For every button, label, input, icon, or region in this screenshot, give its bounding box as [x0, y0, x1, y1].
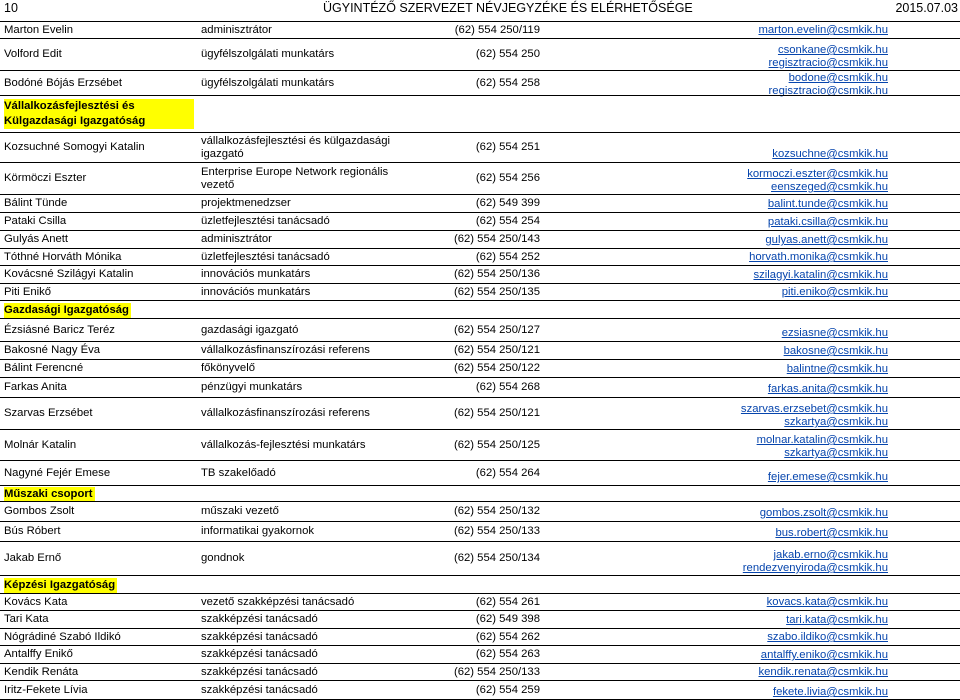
email-link[interactable]: kormoczi.eszter@csmkik.hu: [747, 168, 888, 180]
phone-number: (62) 554 250/134: [453, 552, 540, 564]
email-link[interactable]: antalffy.eniko@csmkik.hu: [760, 649, 888, 661]
email-cell: [753, 269, 888, 282]
table-row: [0, 521, 960, 541]
email-link[interactable]: szarvas.erzsebet@csmkik.hu: [740, 403, 888, 415]
email-cell: [747, 168, 888, 194]
table-row: [0, 541, 960, 575]
person-name: Kendik Renáta: [4, 666, 79, 678]
phone-number: (62) 554 250/121: [453, 344, 540, 356]
person-name: Kozsuchné Somogyi Katalin: [4, 141, 145, 153]
email-cell: [773, 686, 888, 699]
phone-number: (62) 549 399: [475, 197, 540, 209]
job-title: gazdasági igazgató: [201, 324, 299, 336]
phone-number: (62) 549 398: [475, 613, 540, 625]
email-cell: [787, 363, 888, 376]
person-name: Piti Enikő: [4, 286, 52, 298]
email-cell: [768, 383, 888, 396]
email-cell: [741, 403, 888, 429]
table-row: [0, 501, 960, 521]
phone-number: (62) 554 259: [475, 684, 540, 696]
job-title: adminisztrátor: [201, 233, 272, 245]
person-name: Molnár Katalin: [4, 439, 77, 451]
email-cell: [768, 216, 888, 229]
email-link[interactable]: farkas.anita@csmkik.hu: [767, 383, 888, 395]
email-link[interactable]: gulyas.anett@csmkik.hu: [765, 234, 888, 246]
person-name: Kovácsné Szilágyi Katalin: [4, 268, 134, 280]
phone-number: (62) 554 250/136: [453, 268, 540, 280]
section-heading: Vállalkozásfejlesztési és Külgazdasági Igazgatóság: [4, 99, 194, 129]
page-header: [0, 0, 960, 16]
email-link[interactable]: kozsuchne@csmkik.hu: [772, 148, 888, 160]
person-name: Bálint Tünde: [4, 197, 68, 209]
table-row: [0, 132, 960, 162]
email-link[interactable]: csonkane@csmkik.hu: [777, 44, 888, 56]
section-row: [0, 300, 960, 318]
email-link[interactable]: balintne@csmkik.hu: [786, 363, 888, 375]
person-name: Szarvas Erzsébet: [4, 407, 93, 419]
phone-number: (62) 554 250/135: [453, 286, 540, 298]
email-link[interactable]: piti.eniko@csmkik.hu: [781, 286, 888, 298]
job-title: műszaki vezető: [201, 505, 279, 517]
job-title: vállalkozásfejlesztési és külgazdasági igazgató: [201, 135, 391, 160]
table-row: [0, 248, 960, 265]
phone-number: (62) 554 250/122: [453, 362, 540, 374]
email-link[interactable]: eenszeged@csmkik.hu: [771, 181, 888, 193]
email-link[interactable]: regisztracio@csmkik.hu: [768, 57, 888, 69]
email-cell: [769, 44, 888, 70]
table-row: [0, 70, 960, 95]
person-name: Körmöczi Eszter: [4, 172, 87, 184]
email-cell: [768, 471, 888, 484]
email-link[interactable]: fejer.emese@csmkik.hu: [767, 471, 888, 483]
email-link[interactable]: kovacs.kata@csmkik.hu: [766, 596, 888, 608]
person-name: Farkas Anita: [4, 381, 67, 393]
email-cell: [772, 148, 888, 161]
email-link[interactable]: jakab.erno@csmkik.hu: [773, 549, 888, 561]
job-title: vállalkozás-fejlesztési munkatárs: [201, 439, 366, 451]
table-row: [0, 212, 960, 230]
email-cell: [786, 614, 888, 627]
email-link[interactable]: marton.evelin@csmkik.hu: [758, 24, 888, 36]
job-title: szakképzési tanácsadó: [201, 684, 318, 696]
email-link[interactable]: ezsiasne@csmkik.hu: [781, 327, 888, 339]
email-link[interactable]: tari.kata@csmkik.hu: [786, 614, 888, 626]
section-heading: Műszaki csoport: [4, 488, 93, 500]
phone-number: (62) 554 261: [475, 596, 540, 608]
person-name: Gombos Zsolt: [4, 505, 75, 517]
table-row: [0, 230, 960, 248]
email-cell: [765, 234, 888, 247]
document-title: ÜGYINTÉZŐ SZERVEZET NÉVJEGYZÉKE ÉS ELÉRHETŐSÉGE: [323, 1, 693, 15]
phone-number: (62) 554 263: [475, 648, 540, 660]
job-title: innovációs munkatárs: [201, 268, 311, 280]
job-title: üzletfejlesztési tanácsadó: [201, 251, 330, 263]
job-title: Enterprise Europe Network regionális vezető: [201, 166, 389, 191]
phone-number: (62) 554 250/119: [454, 24, 540, 36]
email-cell: [775, 527, 888, 540]
email-cell: [749, 251, 888, 264]
job-title: projektmenedzser: [201, 197, 291, 209]
person-name: Bakosné Nagy Éva: [4, 344, 101, 356]
email-link[interactable]: kendik.renata@csmkik.hu: [758, 666, 888, 678]
email-cell: [782, 286, 888, 299]
person-name: Bús Róbert: [4, 525, 61, 537]
job-title: főkönyvelő: [201, 362, 256, 374]
phone-number: (62) 554 250/125: [453, 439, 540, 451]
phone-number: (62) 554 250/133: [453, 525, 540, 537]
email-link[interactable]: pataki.csilla@csmkik.hu: [767, 216, 888, 228]
job-title: gondnok: [201, 552, 245, 564]
person-name: Gulyás Anett: [4, 233, 69, 245]
email-cell: [784, 345, 888, 358]
email-link[interactable]: szabo.ildiko@csmkik.hu: [767, 631, 888, 643]
email-link[interactable]: szkartya@csmkik.hu: [784, 447, 888, 459]
job-title: szakképzési tanácsadó: [201, 648, 318, 660]
phone-number: (62) 554 252: [475, 251, 540, 263]
person-name: Nógrádiné Szabó Ildikó: [4, 631, 121, 643]
phone-number: (62) 554 251: [475, 141, 540, 153]
person-name: Pataki Csilla: [4, 215, 67, 227]
person-name: Bodóné Bójás Erzsébet: [4, 77, 123, 89]
table-row: [0, 21, 960, 38]
email-cell: [758, 666, 888, 679]
email-cell: [758, 24, 888, 37]
section-row: [0, 575, 960, 593]
email-cell: [757, 434, 888, 460]
email-cell: [767, 631, 888, 644]
email-link[interactable]: bakosne@csmkik.hu: [783, 345, 888, 357]
job-title: üzletfejlesztési tanácsadó: [201, 215, 330, 227]
phone-number: (62) 554 250/132: [453, 505, 540, 517]
email-link[interactable]: rendezvenyiroda@csmkik.hu: [742, 562, 888, 574]
phone-number: (62) 554 256: [475, 172, 540, 184]
job-title: vállalkozásfinanszírozási referens: [201, 407, 370, 419]
person-name: Tóthné Horváth Mónika: [4, 251, 122, 263]
job-title: szakképzési tanácsadó: [201, 613, 318, 625]
table-row: [0, 283, 960, 300]
email-link[interactable]: szkartya@csmkik.hu: [784, 416, 888, 428]
email-link[interactable]: fekete.livia@csmkik.hu: [772, 686, 888, 698]
person-name: Jakab Ernő: [4, 552, 62, 564]
table-row: [0, 265, 960, 283]
table-row: [0, 429, 960, 460]
email-link[interactable]: szilagyi.katalin@csmkik.hu: [753, 269, 888, 281]
table-row: [0, 341, 960, 359]
person-name: Kovács Kata: [4, 596, 68, 608]
email-link[interactable]: gombos.zsolt@csmkik.hu: [759, 507, 888, 519]
table-row: [0, 460, 960, 485]
email-link[interactable]: regisztracio@csmkik.hu: [768, 85, 888, 97]
phone-number: (62) 554 254: [475, 215, 540, 227]
job-title: innovációs munkatárs: [201, 286, 311, 298]
email-cell: [768, 198, 888, 211]
page-number: 10: [4, 1, 18, 15]
email-cell: [767, 596, 888, 609]
phone-number: (62) 554 250/133: [453, 666, 540, 678]
job-title: ügyfélszolgálati munkatárs: [201, 48, 335, 60]
table-row: [0, 663, 960, 680]
staff-directory-table: [0, 21, 960, 700]
table-row: [0, 162, 960, 194]
email-cell: [761, 649, 888, 662]
email-cell: [743, 549, 888, 575]
table-row: [0, 359, 960, 377]
person-name: Iritz-Fekete Lívia: [4, 684, 88, 696]
email-link[interactable]: bodone@csmkik.hu: [788, 72, 888, 84]
section-row: [0, 95, 960, 132]
job-title: informatikai gyakornok: [201, 525, 315, 537]
job-title: adminisztrátor: [201, 24, 272, 36]
job-title: vállalkozásfinanszírozási referens: [201, 344, 370, 356]
table-row: [0, 628, 960, 645]
email-cell: [760, 507, 888, 520]
section-heading: Gazdasági Igazgatóság: [4, 304, 129, 316]
person-name: Marton Evelin: [4, 24, 74, 36]
phone-number: (62) 554 264: [475, 467, 540, 479]
table-row: [0, 377, 960, 397]
table-row: [0, 593, 960, 610]
job-title: szakképzési tanácsadó: [201, 631, 318, 643]
phone-number: (62) 554 262: [475, 631, 540, 643]
section-heading: Képzési Igazgatóság: [4, 579, 116, 591]
phone-number: (62) 554 258: [475, 77, 540, 89]
email-link[interactable]: bus.robert@csmkik.hu: [775, 527, 888, 539]
table-row: [0, 645, 960, 663]
table-row: [0, 610, 960, 628]
table-row: [0, 38, 960, 70]
table-row: [0, 318, 960, 341]
phone-number: (62) 554 268: [475, 381, 540, 393]
job-title: vezető szakképzési tanácsadó: [201, 596, 355, 608]
person-name: Bálint Ferencné: [4, 362, 84, 374]
email-link[interactable]: molnar.katalin@csmkik.hu: [756, 434, 888, 446]
table-row: [0, 680, 960, 700]
person-name: Ézsiásné Baricz Teréz: [4, 324, 115, 336]
table-row: [0, 194, 960, 212]
phone-number: (62) 554 250/127: [453, 324, 540, 336]
email-cell: [782, 327, 888, 340]
email-link[interactable]: horvath.monika@csmkik.hu: [749, 251, 888, 263]
phone-number: (62) 554 250/121: [453, 407, 540, 419]
email-link[interactable]: balint.tunde@csmkik.hu: [767, 198, 888, 210]
section-row: [0, 485, 960, 501]
person-name: Tari Kata: [4, 613, 49, 625]
job-title: pénzügyi munkatárs: [201, 381, 303, 393]
phone-number: (62) 554 250/143: [453, 233, 540, 245]
document-date: 2015.07.03: [895, 1, 958, 15]
job-title: ügyfélszolgálati munkatárs: [201, 77, 335, 89]
job-title: szakképzési tanácsadó: [201, 666, 318, 678]
person-name: Antalffy Enikő: [4, 648, 73, 660]
phone-number: (62) 554 250: [475, 48, 540, 60]
table-row: [0, 397, 960, 429]
person-name: Nagyné Fejér Emese: [4, 467, 111, 479]
job-title: TB szakelőadó: [201, 467, 276, 479]
person-name: Volford Edit: [4, 48, 62, 60]
